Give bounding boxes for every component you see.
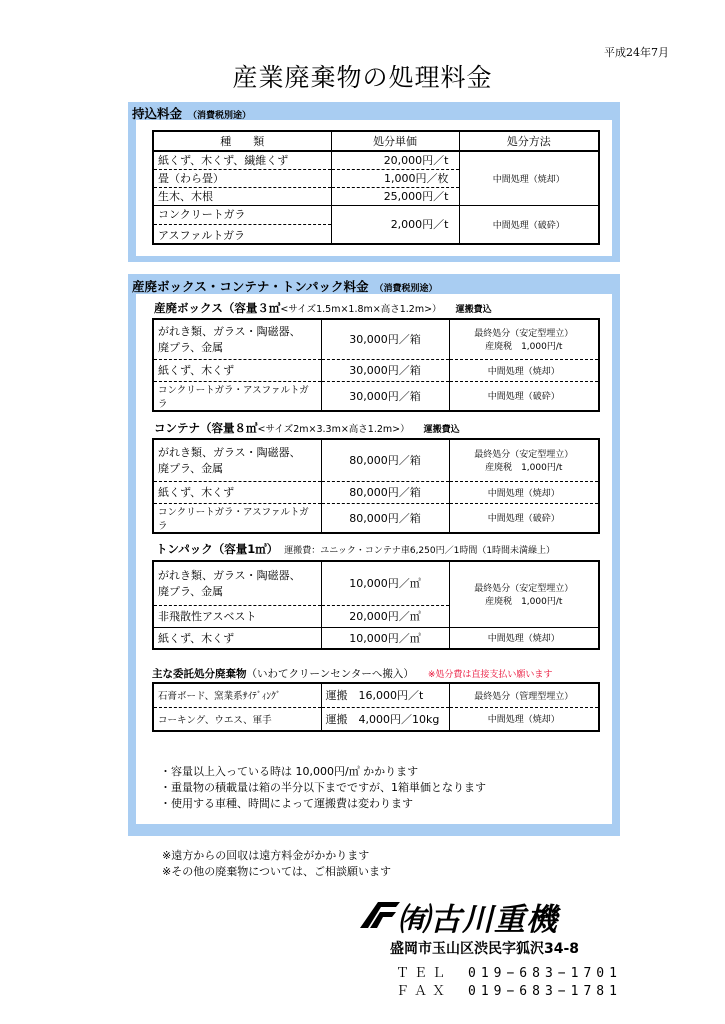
box-table: がれき類、ガラス・陶磁器、 廃プラ、金属 30,000円／箱 最終処分（安定型埋立） 産廃税 1,000円/t 紙くず、木くず 30,000円／箱 中間処理（焼却） コンクリートガラ・アスファルトガラ 30,000円／箱 中間処理（破砕） (152, 318, 600, 412)
company-fax: ＦＡＸ 019−683−1781 (396, 984, 622, 999)
company-name: ㈲古川重機 (398, 902, 558, 938)
notes-list: ・容量以上入っている時は 10,000円/㎥ かかります ・重量物の積載量は箱の半分以下までですが、1箱単価となります ・使用する車種、時間によって運搬費は変わります (160, 765, 486, 810)
container-table: がれき類、ガラス・陶磁器、 廃プラ、金属 80,000円／箱 最終処分（安定型埋立） 産廃税 1,000円/t 紙くず、木くず 80,000円／箱 中間処理（焼却） コンクリートガラ・アスファルトガラ 80,000円／箱 中間処理（破砕） (152, 438, 600, 534)
table-row: 非飛散性アスベスト (153, 605, 321, 627)
table-row: コンクリートガラ・アスファルトガラ (158, 384, 309, 410)
box-subheading: 産廃ボックス（容量３㎥<サイズ1.5m×1.8m×高さ1.2m>） 運搬費込 (154, 301, 492, 315)
table-row: がれき類、ガラス・陶磁器、 廃プラ、金属 (153, 439, 321, 481)
table-row: 石膏ボード、窯業系ｻｲﾃﾞｨﾝｸﾞ (153, 683, 321, 707)
col-method: 処分方法 (459, 131, 599, 151)
carry-in-table: 種 類 処分単価 処分方法 紙くず、木くず、繊維くず 20,000円／t 中間処理（焼却） 畳（わら畳） 1,000円／枚 生木、木根 25,000円／t コンクリートガラ アスファルトガラ 2,000円／t 中間処理（破砕） (152, 130, 600, 245)
box-heading: 産廃ボックス・コンテナ・トンパック料金 （消費税別途） (132, 279, 438, 294)
consign-subheading: 主な委託処分廃棄物（いわてクリーンセンターへ搬入） ※処分費は直接支払い願います (152, 668, 553, 680)
table-row: 紙くず、木くず (158, 631, 235, 645)
consign-table: 石膏ボード、窯業系ｻｲﾃﾞｨﾝｸﾞ 運搬 16,000円／t 最終処分（管理型埋立） コーキング、ウエス、軍手 運搬 4,000円／10kg 中間処理（焼却） (152, 682, 600, 732)
issue-date: 平成24年7月 (604, 46, 669, 59)
tonpack-table: がれき類、ガラス・陶磁器、 廃プラ、金属 10,000円／㎥ 最終処分（安定型埋立） 産廃税 1,000円/t 非飛散性アスベスト 20,000円／㎥ 紙くず、木くず 10,000円／㎥ 中間処理（焼却） (152, 560, 600, 650)
table-row: 紙くず、木くず、繊維くず (153, 151, 331, 169)
table-row: 生木、木根 (153, 187, 331, 205)
table-row: がれき類、ガラス・陶磁器、 廃プラ、金属 (153, 319, 321, 359)
company-logo-icon (356, 898, 402, 932)
table-row: コーキング、ウエス、軍手 (158, 714, 272, 726)
container-subheading: コンテナ（容量８㎥<サイズ2m×3.3m×高さ1.2m>） 運搬費込 (154, 421, 460, 435)
col-price: 処分単価 (331, 131, 459, 151)
page-title: 産業廃棄物の処理料金 (232, 63, 493, 92)
table-row: コンクリートガラ・アスファルトガラ (158, 506, 309, 532)
footer-notes: ※遠方からの回収は遠方料金がかかります ※その他の廃棄物については、ご相談願います (162, 849, 391, 878)
table-row: がれき類、ガラス・陶磁器、 廃プラ、金属 (153, 561, 321, 605)
carry-in-heading: 持込料金 （消費税別途） (132, 106, 252, 121)
col-type: 種 類 (153, 131, 331, 151)
table-row: 紙くず、木くず (153, 481, 321, 503)
table-row: 紙くず、木くず (153, 359, 321, 381)
tonpack-subheading: トンパック（容量1㎥） 運搬費：ユニック・コンテナ車6,250円／1時間（1時間未満繰上） (156, 542, 556, 556)
consign-warning: ※処分費は直接支払い願います (427, 670, 553, 680)
table-row: 畳（わら畳） (153, 169, 331, 187)
company-address: 盛岡市玉山区渋民字狐沢34-8 (390, 941, 580, 957)
table-row: コンクリートガラ アスファルトガラ (153, 205, 331, 244)
company-tel: ＴＥＬ 019−683−1701 (396, 966, 622, 981)
